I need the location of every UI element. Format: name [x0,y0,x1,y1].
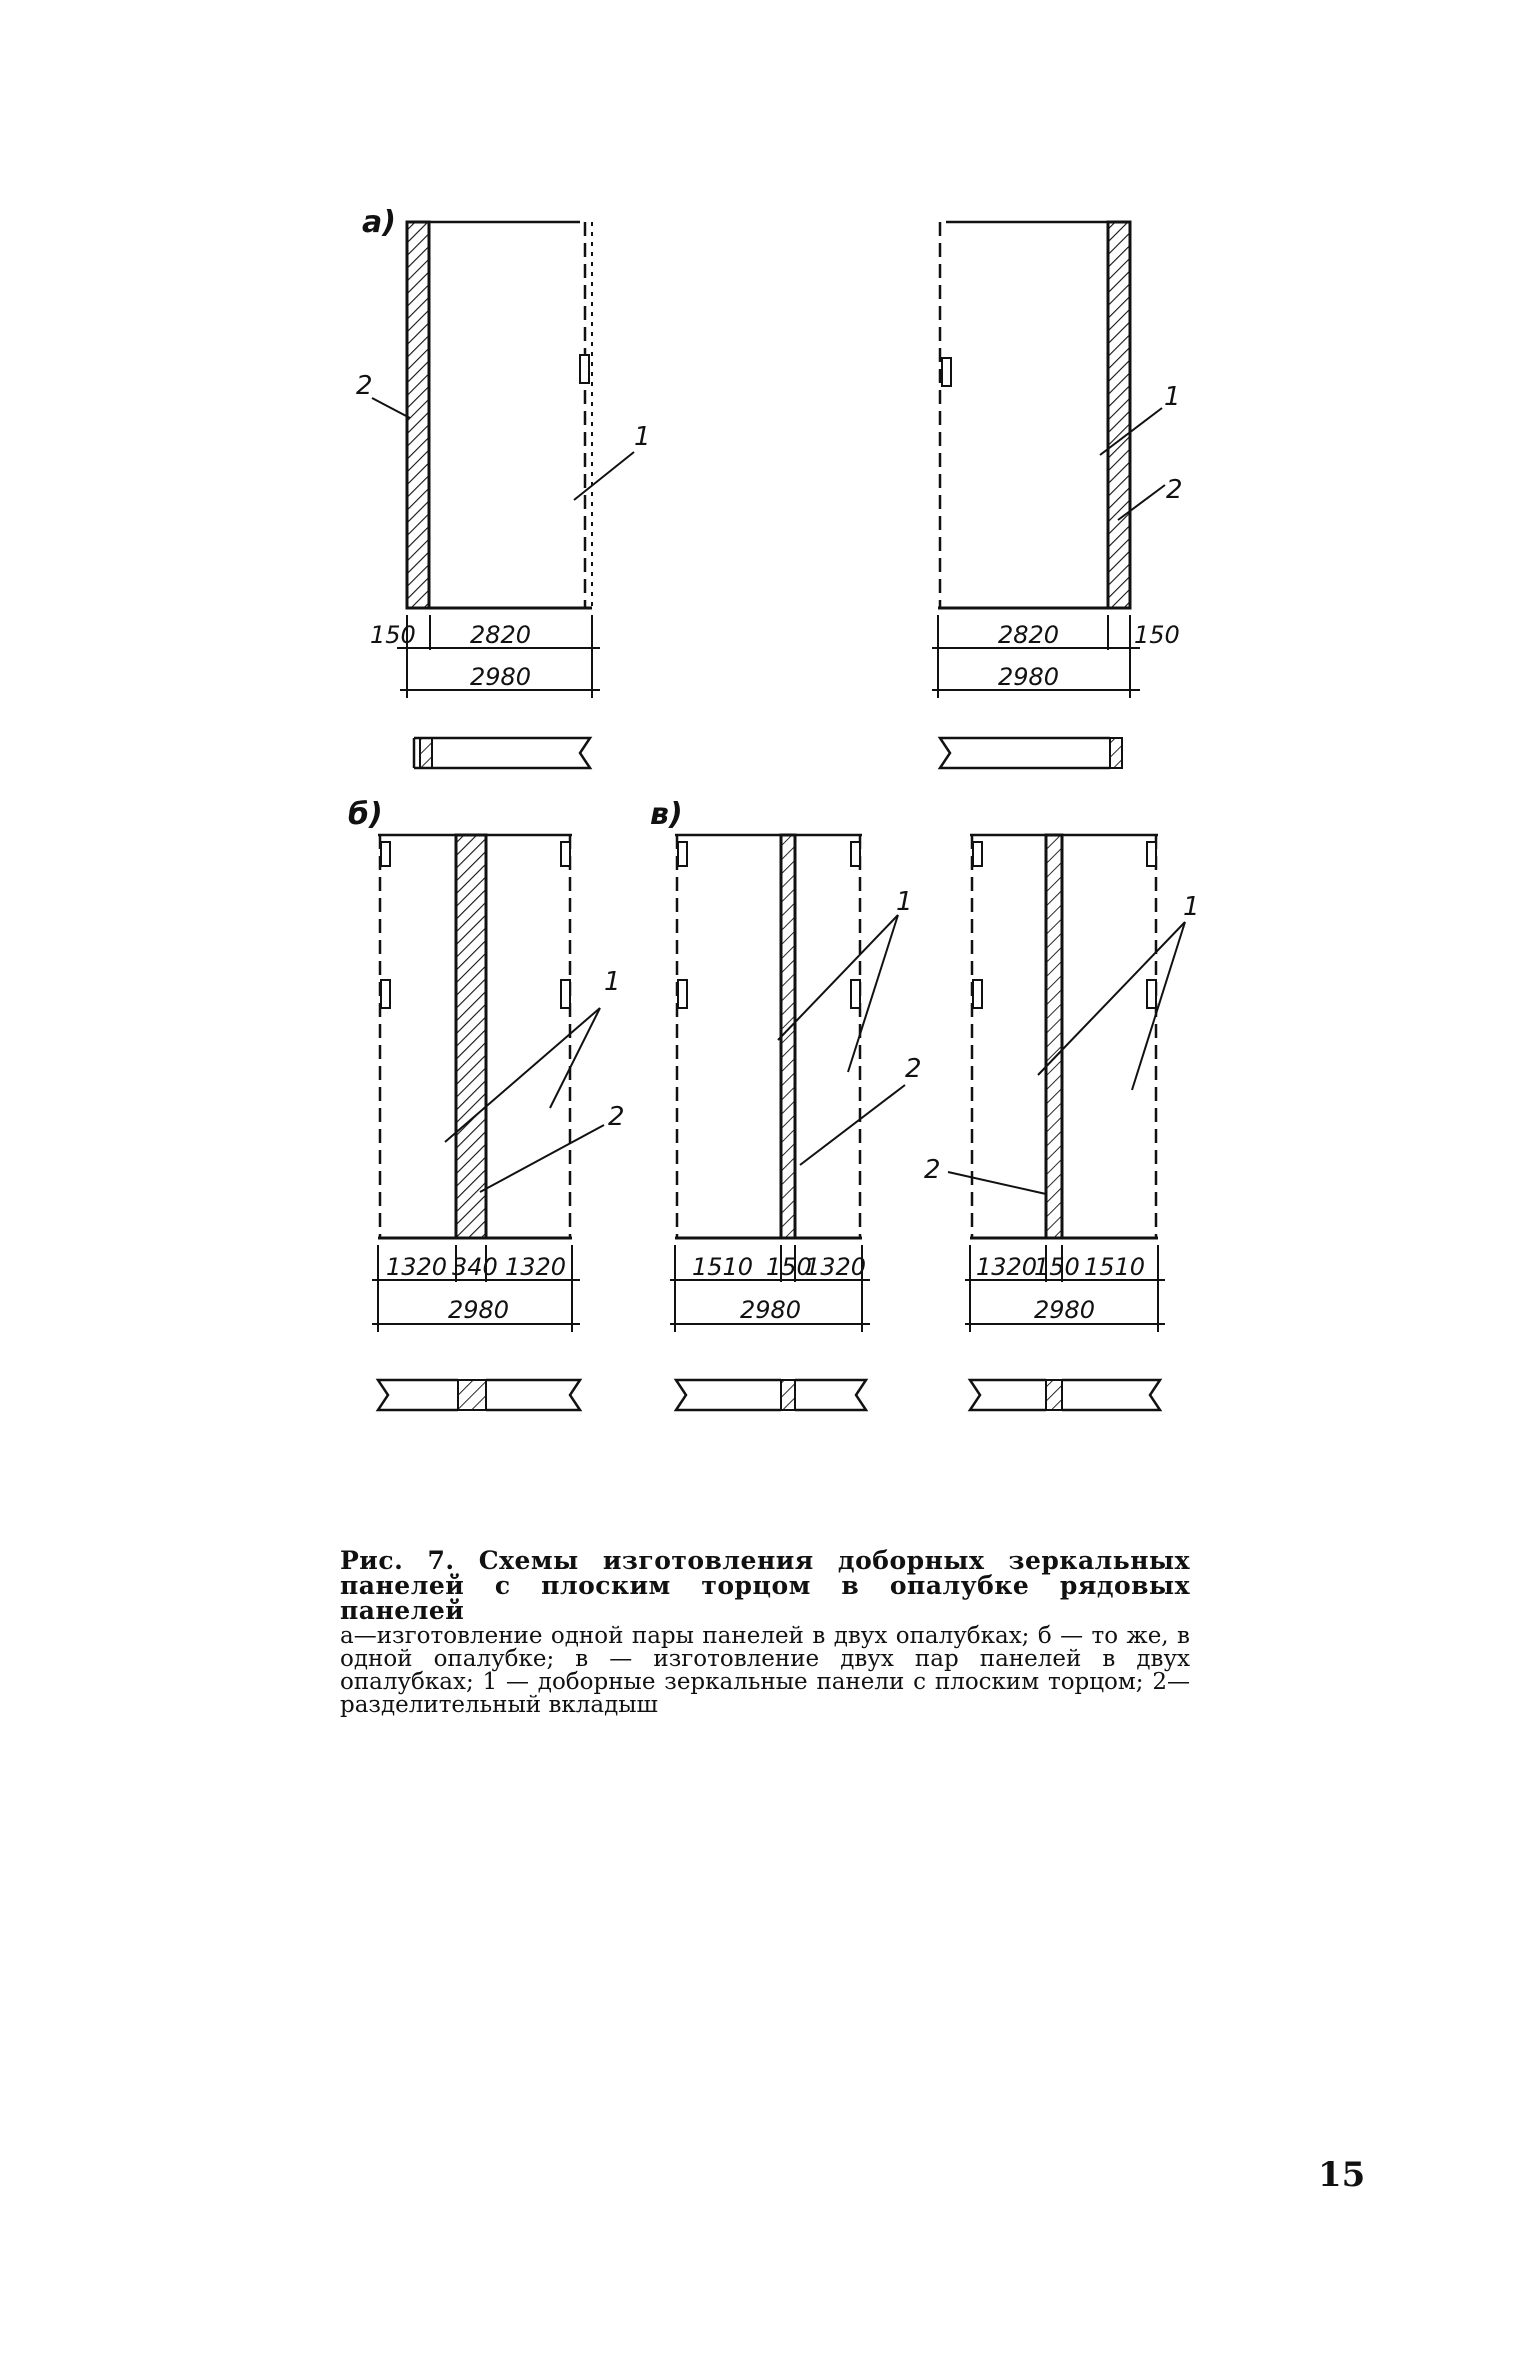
panel-a-right [932,222,1183,768]
insert-2 [1108,222,1130,608]
label-1: 1 [604,967,621,997]
label-2: 2 [608,1102,625,1132]
dim-1510: 1510 [1084,1253,1146,1281]
label-1: 1 [634,422,651,452]
dim-150: 150 [1134,621,1180,649]
dim-150: 150 [370,621,416,649]
panel-v-left [650,797,922,1410]
dim-1510: 1510 [692,1253,754,1281]
dim-2820: 2820 [470,621,532,649]
dim-2980: 2980 [470,663,532,691]
panel-v-right [924,835,1200,1410]
label-1: 1 [1183,892,1200,922]
insert-2 [407,222,429,608]
label-1: 1 [896,887,913,917]
label-2: 2 [356,371,373,401]
dim-1320: 1320 [976,1253,1038,1281]
dim-1320: 1320 [386,1253,448,1281]
dim-150: 150 [1034,1253,1080,1281]
dim-340: 340 [452,1253,498,1281]
caption-title: Рис. 7. Схемы изготовления доборных зеркальных панелей с плоским торцом в опалубке рядовых панелей [340,1546,1190,1625]
dim-2820: 2820 [998,621,1060,649]
dim-2980: 2980 [448,1296,510,1324]
panel-b [348,797,625,1410]
page-number: 15 [1318,2155,1366,2195]
letter-v: в) [650,797,683,832]
caption-body: а—изготовление одной пары панелей в двух опалубках; б — то же, в одной опалубке; в — изготовление двух пар панелей в двух опалубках; 1 — доборные зеркальные панели с плоским торцом; 2—разделительный вкладыш [340,1623,1190,1718]
letter-b: б) [348,797,383,832]
dim-1320: 1320 [805,1253,867,1281]
letter-a: а) [362,205,396,240]
dim-2980: 2980 [740,1296,802,1324]
dim-2980: 2980 [998,663,1060,691]
label-2: 2 [905,1054,922,1084]
label-2: 2 [1166,475,1183,505]
label-1: 1 [1164,382,1181,412]
label-2: 2 [924,1155,941,1185]
figure-caption [340,1548,1190,1717]
dim-150: 150 [766,1253,812,1281]
dim-1320: 1320 [505,1253,567,1281]
panel-a-left [356,205,651,768]
dim-2980: 2980 [1034,1296,1096,1324]
